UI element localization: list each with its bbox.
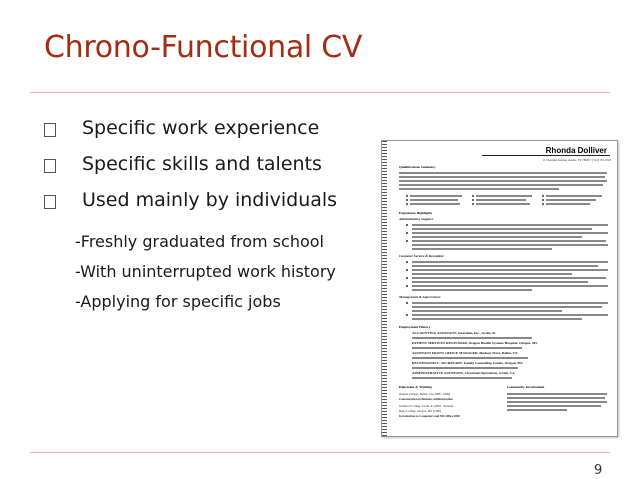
resume-text-line [410, 195, 462, 197]
resume-text-line [412, 357, 528, 359]
bullet-text: Specific work experience [82, 117, 320, 139]
resume-dot [472, 203, 474, 205]
resume-subsection-admin: Administrative Support: [399, 217, 434, 221]
sub-bullet-item: -Applying for specific jobs [75, 292, 281, 311]
resume-dot [406, 224, 408, 226]
resume-text-line [507, 401, 607, 403]
resume-text-line [507, 405, 601, 407]
resume-text-line [412, 261, 608, 263]
resume-text-line [412, 273, 572, 275]
resume-job: PATIENT SERVICES REGISTRAR, Oregon Health Systems Hospital, Oregon, MS [412, 341, 538, 345]
title-divider [30, 92, 610, 93]
resume-text-line [507, 397, 605, 399]
sub-bullet-item: -Freshly graduated from school [75, 232, 324, 251]
resume-job: RECEPTIONIST / SECRETARY, Family Counseling Center, Oregon, MS [412, 361, 523, 365]
resume-dot [406, 195, 408, 197]
resume-text-line [412, 367, 518, 369]
resume-job: ACCOUNTING ASSISTANT, Guardian, Inc., Grain, IL [412, 331, 496, 335]
resume-side-bar [382, 141, 387, 436]
resume-text-line [476, 203, 530, 205]
resume-address: 11 Chestnut Avenue, Austin, TX 78665 • (512) 555-0543 [542, 158, 611, 162]
sub-bullet-item: -With uninterrupted work history [75, 262, 336, 281]
resume-subsection-management: Management & Supervision: [399, 295, 441, 299]
resume-text-line [412, 232, 608, 234]
resume-dot [542, 199, 544, 201]
resume-education-line: Oregon College, Dallas, CA (1998 - 1999) [399, 392, 450, 396]
resume-text-line [546, 203, 590, 205]
resume-section-education: Education & Training [399, 385, 432, 389]
resume-text-line [399, 176, 605, 178]
resume-education-line: Introduction to Computers and MS Office 2000 [399, 414, 460, 418]
bullet-box-icon [44, 123, 56, 137]
resume-section-employment: Employment History [399, 325, 431, 329]
resume-text-line [399, 188, 559, 190]
resume-text-line [412, 240, 606, 242]
resume-text-line [412, 236, 582, 238]
resume-text-line [412, 306, 602, 308]
resume-text-line [412, 377, 512, 379]
bullet-box-icon [44, 195, 56, 209]
resume-dot [406, 232, 408, 234]
resume-text-line [412, 289, 532, 291]
resume-education-line: Technical College, Grain, IL (2003 - Present) [399, 404, 454, 408]
resume-text-line [476, 195, 532, 197]
resume-education-line: Hugo College, Oregon, MS (1996) [399, 409, 441, 413]
resume-text-line [410, 203, 460, 205]
sub-bullet-list [75, 232, 336, 322]
resume-text-line [399, 184, 603, 186]
resume-subsection-customer: Customer Service & Reception: [399, 254, 445, 258]
resume-dot [406, 240, 408, 242]
resume-job: ASSISTANT FRONT OFFICE MANAGER, Hudson Trust, Dallas, TX [412, 351, 518, 355]
resume-dot [406, 269, 408, 271]
resume-dot [472, 195, 474, 197]
resume-text-line [507, 393, 607, 395]
resume-dot [406, 314, 408, 316]
resume-text-line [546, 199, 596, 201]
bullet-text: Specific skills and talents [82, 153, 322, 175]
resume-text-line [412, 269, 608, 271]
resume-text-line [476, 199, 526, 201]
resume-text-line [412, 281, 588, 283]
resume-dot [406, 285, 408, 287]
resume-dot [406, 302, 408, 304]
bullet-box-icon [44, 159, 56, 173]
resume-dot [406, 277, 408, 279]
resume-text-line [399, 172, 607, 174]
resume-text-line [412, 347, 522, 349]
resume-text-line [399, 180, 607, 182]
resume-text-line [412, 224, 608, 226]
slide-title: Chrono-Functional CV [44, 30, 363, 65]
resume-name: Rhonda Dolliver [545, 146, 607, 155]
resume-education-line: Concentration in Business Administration [399, 397, 453, 401]
resume-header-rule [482, 155, 610, 156]
resume-text-line [412, 314, 608, 316]
resume-text-line [412, 302, 608, 304]
resume-text-line [412, 318, 582, 320]
resume-text-line [412, 310, 562, 312]
resume-text-line [412, 265, 598, 267]
resume-dot [406, 261, 408, 263]
resume-dot [406, 199, 408, 201]
resume-dot [542, 203, 544, 205]
resume-text-line [546, 195, 602, 197]
resume-text-line [412, 228, 592, 230]
resume-text-line [410, 199, 458, 201]
resume-text-line [412, 248, 552, 250]
resume-text-line [412, 244, 608, 246]
resume-section-experience: Experience Highlights [399, 211, 433, 215]
resume-section-qualifications: Qualifications Summary [399, 165, 436, 169]
bullet-text: Used mainly by individuals [82, 189, 338, 211]
footer-divider [30, 452, 610, 453]
resume-section-community: Community Involvement [507, 385, 545, 389]
resume-text-line [507, 409, 567, 411]
page-number: 9 [594, 463, 603, 478]
resume-dot [472, 199, 474, 201]
resume-job: ADMINISTRATIVE ASSISTANT, Cleveland Operations, Grain, CA [412, 371, 515, 375]
resume-text-line [412, 285, 608, 287]
resume-dot [406, 203, 408, 205]
resume-dot [542, 195, 544, 197]
resume-thumbnail [381, 140, 618, 437]
resume-text-line [412, 277, 606, 279]
resume-text-line [412, 337, 532, 339]
